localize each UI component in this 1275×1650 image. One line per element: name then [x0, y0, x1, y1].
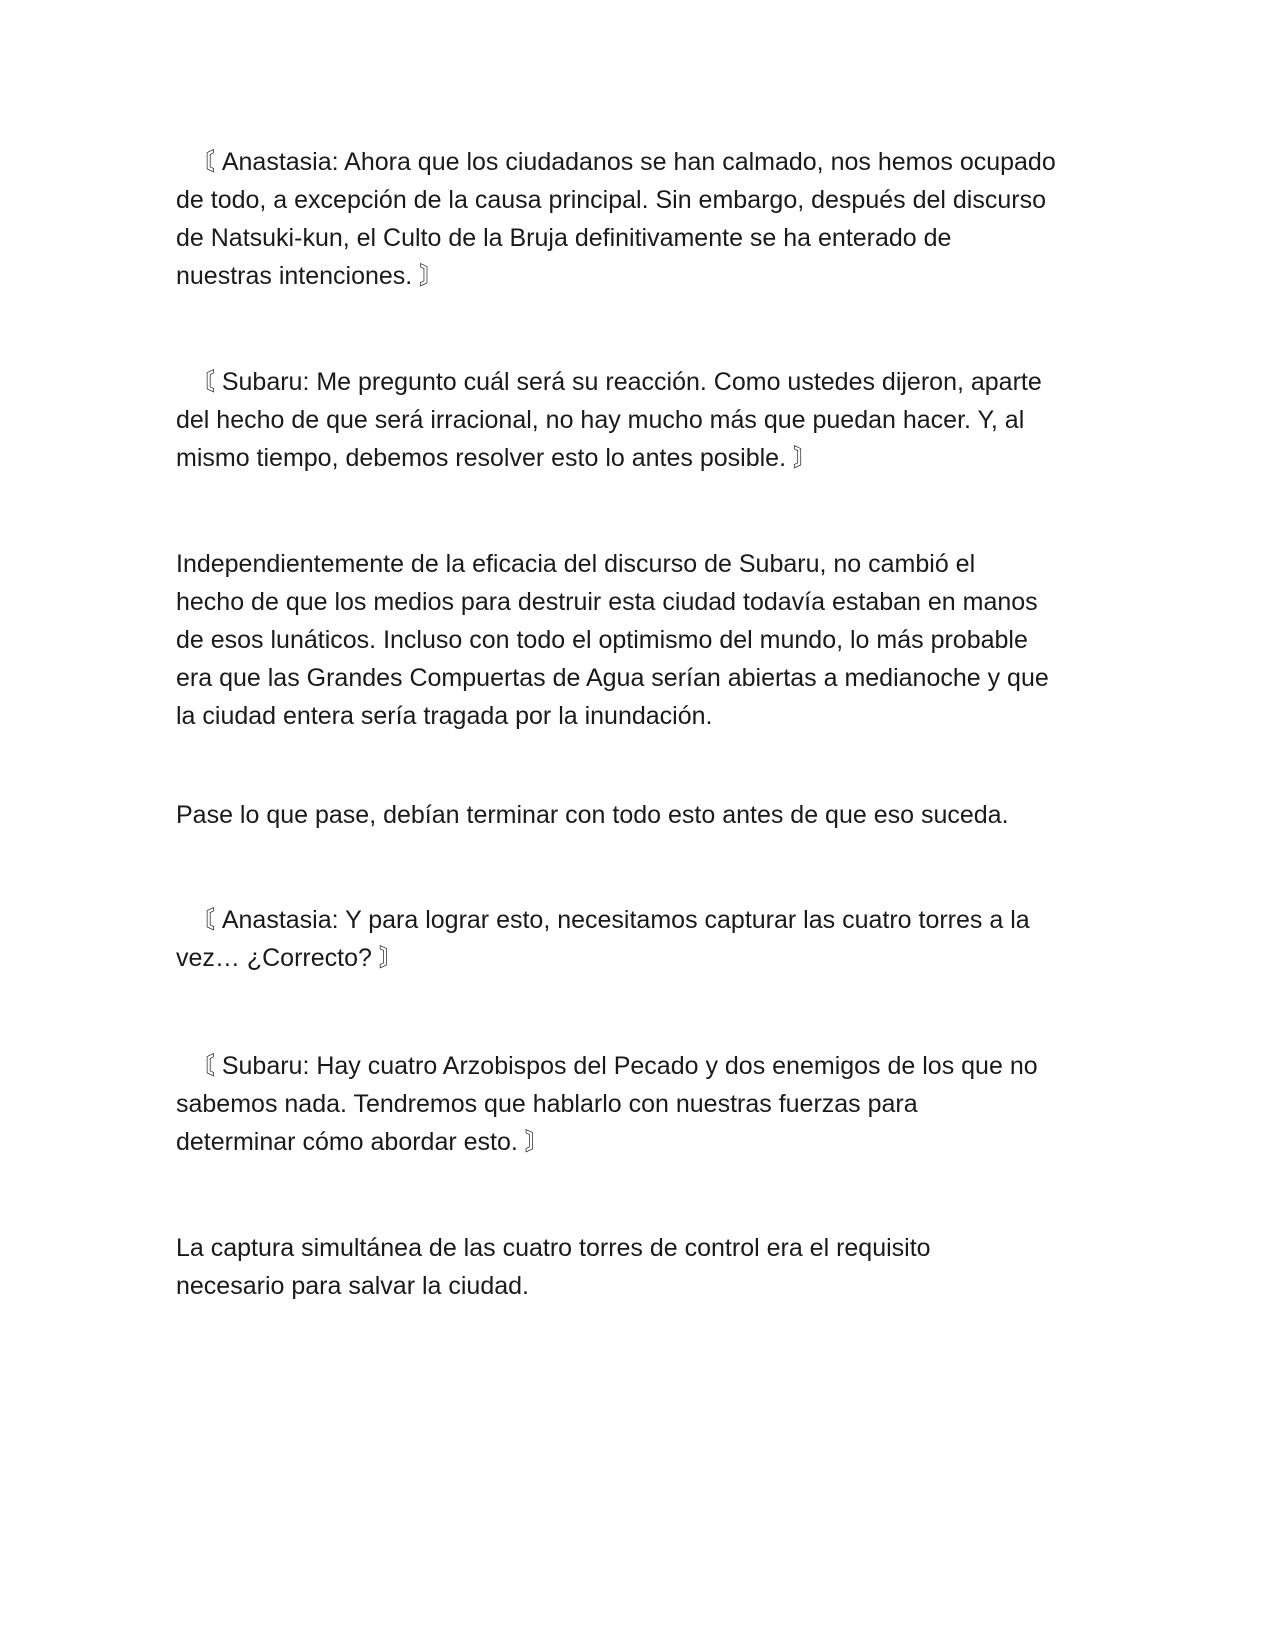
text-line: 〘 Subaru: Me pregunto cuál será su reacción. Como ustedes dijeron, aparte — [176, 368, 1042, 396]
text-line: del hecho de que será irracional, no hay mucho más que puedan hacer. Y, al — [176, 406, 1025, 434]
text-line: de todo, a excepción de la causa principal. Sin embargo, después del discurso — [176, 186, 1046, 214]
text-line: 〘 Subaru: Hay cuatro Arzobispos del Pecado y dos enemigos de los que no — [176, 1052, 1038, 1080]
paragraph-narration-3 — [176, 1229, 1106, 1305]
text-line: necesario para salvar la ciudad. — [176, 1272, 529, 1300]
paragraph-subaru-1 — [176, 363, 1106, 477]
text-line: de Natsuki-kun, el Culto de la Bruja definitivamente se ha enterado de — [176, 224, 952, 252]
paragraph-anastasia-2 — [176, 901, 1106, 977]
text-line: Independientemente de la eficacia del discurso de Subaru, no cambió el — [176, 550, 976, 578]
text-line: 〘 Anastasia: Y para lograr esto, necesitamos capturar las cuatro torres a la — [176, 906, 1030, 934]
text-line: nuestras intenciones. 〙 — [176, 262, 445, 290]
text-line: hecho de que los medios para destruir esta ciudad todavía estaban en manos — [176, 588, 1038, 616]
paragraph-subaru-2 — [176, 1047, 1106, 1161]
text-line: determinar cómo abordar esto. 〙 — [176, 1128, 550, 1156]
paragraph-anastasia-1 — [176, 143, 1106, 295]
text-line: Pase lo que pase, debían terminar con todo esto antes de que eso suceda. — [176, 801, 1009, 829]
text-line: La captura simultánea de las cuatro torres de control era el requisito — [176, 1234, 931, 1262]
text-line: era que las Grandes Compuertas de Agua serían abiertas a medianoche y que — [176, 664, 1049, 692]
text-line: 〘 Anastasia: Ahora que los ciudadanos se han calmado, nos hemos ocupado — [176, 148, 1056, 176]
paragraph-narration-1 — [176, 545, 1106, 735]
text-line: de esos lunáticos. Incluso con todo el optimismo del mundo, lo más probable — [176, 626, 1028, 654]
text-line: mismo tiempo, debemos resolver esto lo antes posible. 〙 — [176, 444, 818, 472]
text-line: la ciudad entera sería tragada por la inundación. — [176, 702, 713, 730]
paragraph-narration-2 — [176, 796, 1106, 834]
text-line: sabemos nada. Tendremos que hablarlo con nuestras fuerzas para — [176, 1090, 918, 1118]
text-line: vez… ¿Correcto? 〙 — [176, 944, 404, 972]
